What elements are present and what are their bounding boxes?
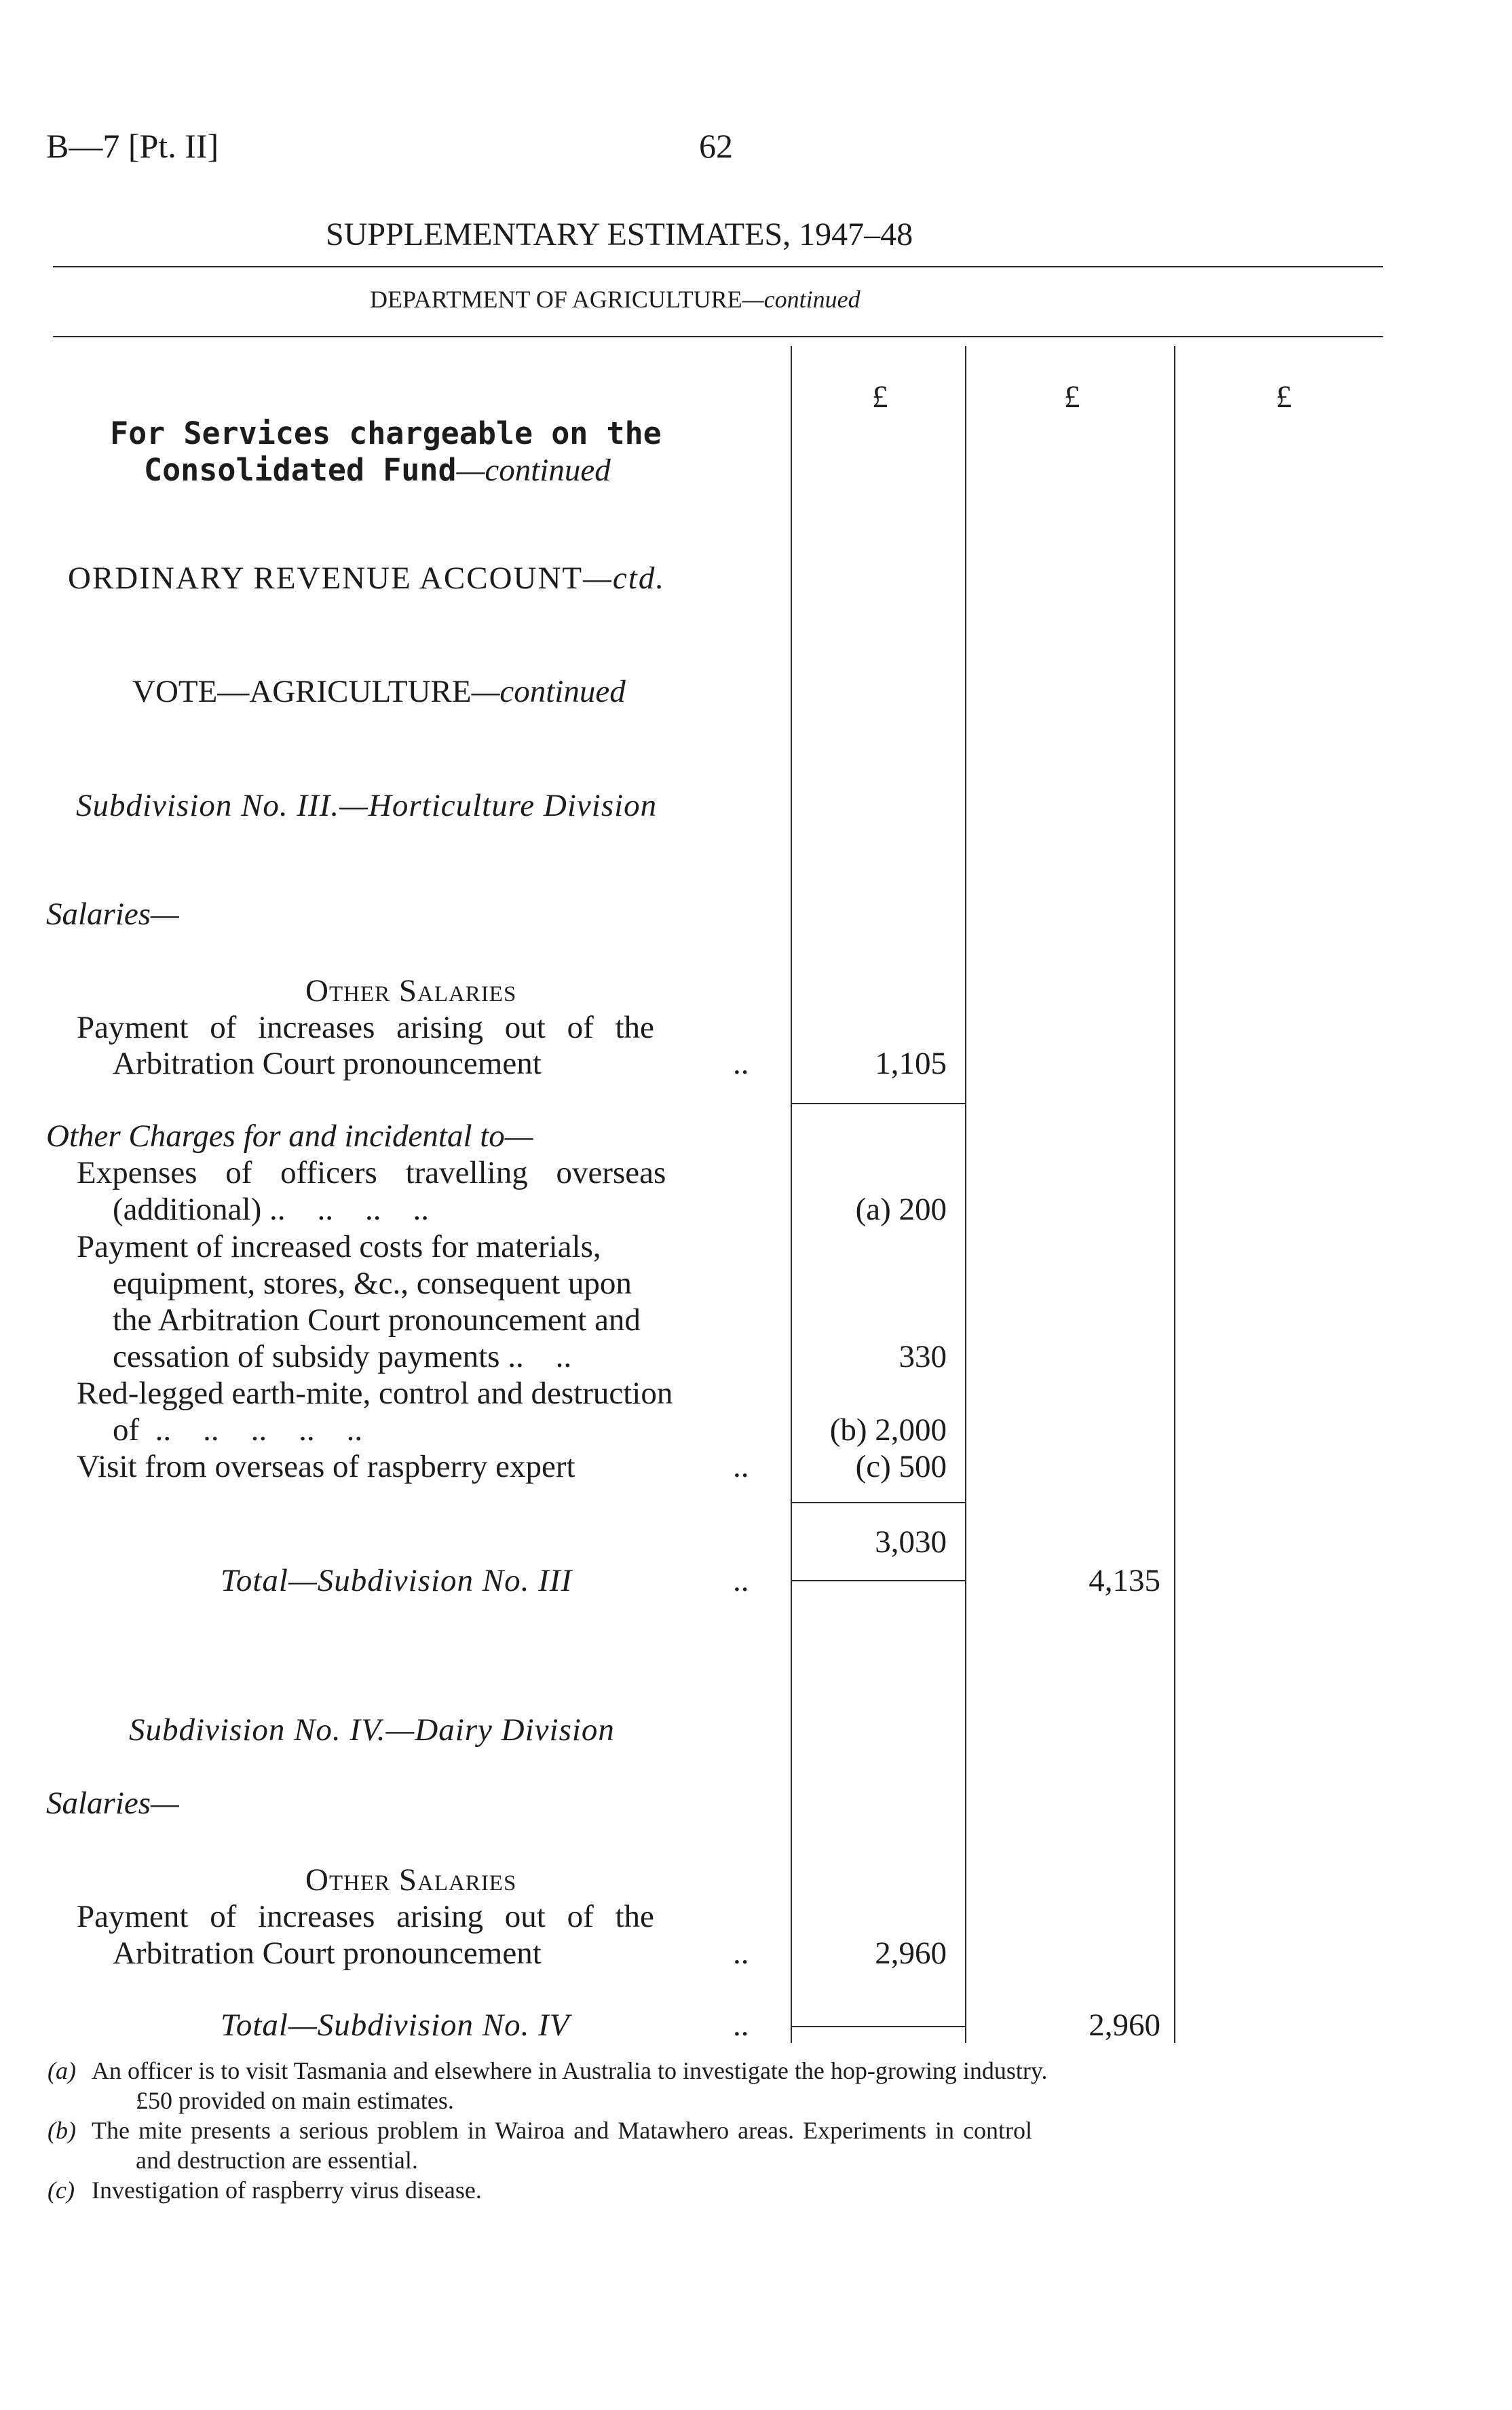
subdivision-iii-pay-dots: .. (733, 1046, 749, 1081)
subdivision-iv-total-rule (792, 2026, 965, 2027)
subdivision-iv-pay-dots: .. (733, 1936, 749, 1971)
subdivision-iv-other-salaries: Other Salaries (305, 1862, 517, 1898)
subdivision-iii-materials-line3: the Arbitration Court pronouncement and (113, 1302, 641, 1338)
subdivision-iii-charges-rule (792, 1502, 965, 1503)
footnote-b-mark: (b) (48, 2117, 76, 2144)
page-number: 62 (699, 127, 733, 165)
column-rule-1 (791, 346, 792, 2043)
account-heading: ORDINARY REVENUE ACCOUNT—ctd. (68, 561, 666, 596)
subdivision-iv-total-amount: 2,960 (1089, 2008, 1160, 2043)
column-header-2: £ (1064, 379, 1080, 415)
section-heading-line1: For Services chargeable on the (110, 415, 662, 451)
subdivision-iii-other-salaries: Other Salaries (305, 973, 517, 1009)
subdivision-iii-salary-rule (792, 1103, 965, 1104)
subdivision-iv-pay-amount: 2,960 (875, 1936, 947, 1971)
footnote-c-line1: Investigation of raspberry virus disease. (92, 2177, 482, 2204)
document-reference: B—7 [Pt. II] (46, 127, 219, 165)
subdivision-iv-salaries-label: Salaries— (46, 1786, 179, 1821)
subdivision-iii-expenses-line1: Expenses of officers travelling overseas (77, 1155, 666, 1190)
subdivision-iii-mite-line1: Red-legged earth-mite, control and destruction (77, 1376, 673, 1411)
title-rule (53, 266, 1383, 267)
subdivision-iii-materials-line4: cessation of subsidy payments .. .. (113, 1339, 572, 1374)
subdivision-iv-heading: Subdivision No. IV.—Dairy Division (129, 1712, 615, 1748)
subdivision-iii-charges-heading: Other Charges for and incidental to— (46, 1118, 533, 1154)
subdivision-iii-charges-total: 3,030 (875, 1524, 947, 1560)
subdivision-iii-total-amount: 4,135 (1089, 1563, 1160, 1598)
subdivision-iii-materials-amount: 330 (899, 1339, 947, 1374)
subdivision-iii-pay-line1: Payment of increases arising out of the (77, 1010, 654, 1045)
section-heading-line2: Consolidated Fund—continued (144, 452, 611, 488)
subdivision-iii-mite-line2: of .. .. .. .. .. (113, 1412, 363, 1448)
footnote-b-line1: The mite presents a serious problem in Wairoa and Matawhero areas. Experiments in control (92, 2117, 1033, 2144)
subdivision-iv-total-label: Total—Subdivision No. IV (221, 2008, 570, 2043)
department-heading: DEPARTMENT OF AGRICULTURE—continued (370, 286, 861, 313)
footnote-a-line1: An officer is to visit Tasmania and elsewhere in Australia to investigate the hop-growing industry. (92, 2057, 1048, 2084)
column-header-3: £ (1276, 379, 1292, 415)
subdivision-iii-pay-line2: Arbitration Court pronouncement (113, 1046, 542, 1081)
footnote-b-line2: and destruction are essential. (136, 2147, 418, 2174)
table-top-rule (53, 336, 1383, 337)
footnote-a-mark: (a) (48, 2057, 76, 2084)
subdivision-iii-visit-dots: .. (733, 1449, 749, 1484)
column-header-1: £ (872, 379, 888, 415)
subdivision-iv-total-dots: .. (733, 2008, 749, 2043)
subdivision-iv-pay-line2: Arbitration Court pronouncement (113, 1936, 542, 1971)
footnote-a-line2: £50 provided on main estimates. (136, 2087, 454, 2114)
subdivision-iii-materials-line1: Payment of increased costs for materials, (77, 1229, 601, 1264)
subdivision-iii-total-rule (792, 1580, 965, 1581)
vote-heading: VOTE—AGRICULTURE—continued (132, 674, 626, 709)
subdivision-iii-salaries-label: Salaries— (46, 897, 179, 932)
column-rule-3 (1174, 346, 1175, 2043)
subdivision-iii-visit-amount: (c) 500 (855, 1449, 947, 1484)
column-rule-2 (965, 346, 966, 2043)
subdivision-iii-pay-amount: 1,105 (875, 1046, 947, 1081)
subdivision-iii-visit-line: Visit from overseas of raspberry expert (77, 1449, 575, 1484)
subdivision-iii-expenses-line2: (additional) .. .. .. .. (113, 1192, 430, 1227)
subdivision-iv-pay-line1: Payment of increases arising out of the (77, 1899, 654, 1934)
subdivision-iii-mite-amount: (b) 2,000 (829, 1412, 947, 1448)
subdivision-iii-materials-line2: equipment, stores, &c., consequent upon (113, 1266, 632, 1301)
page-title: SUPPLEMENTARY ESTIMATES, 1947–48 (326, 216, 913, 252)
footnote-c-mark: (c) (48, 2177, 75, 2204)
subdivision-iii-heading: Subdivision No. III.—Horticulture Division (76, 788, 658, 823)
subdivision-iii-expenses-amount: (a) 200 (855, 1192, 947, 1227)
subdivision-iii-total-label: Total—Subdivision No. III (221, 1563, 573, 1598)
subdivision-iii-total-dots: .. (733, 1563, 749, 1598)
